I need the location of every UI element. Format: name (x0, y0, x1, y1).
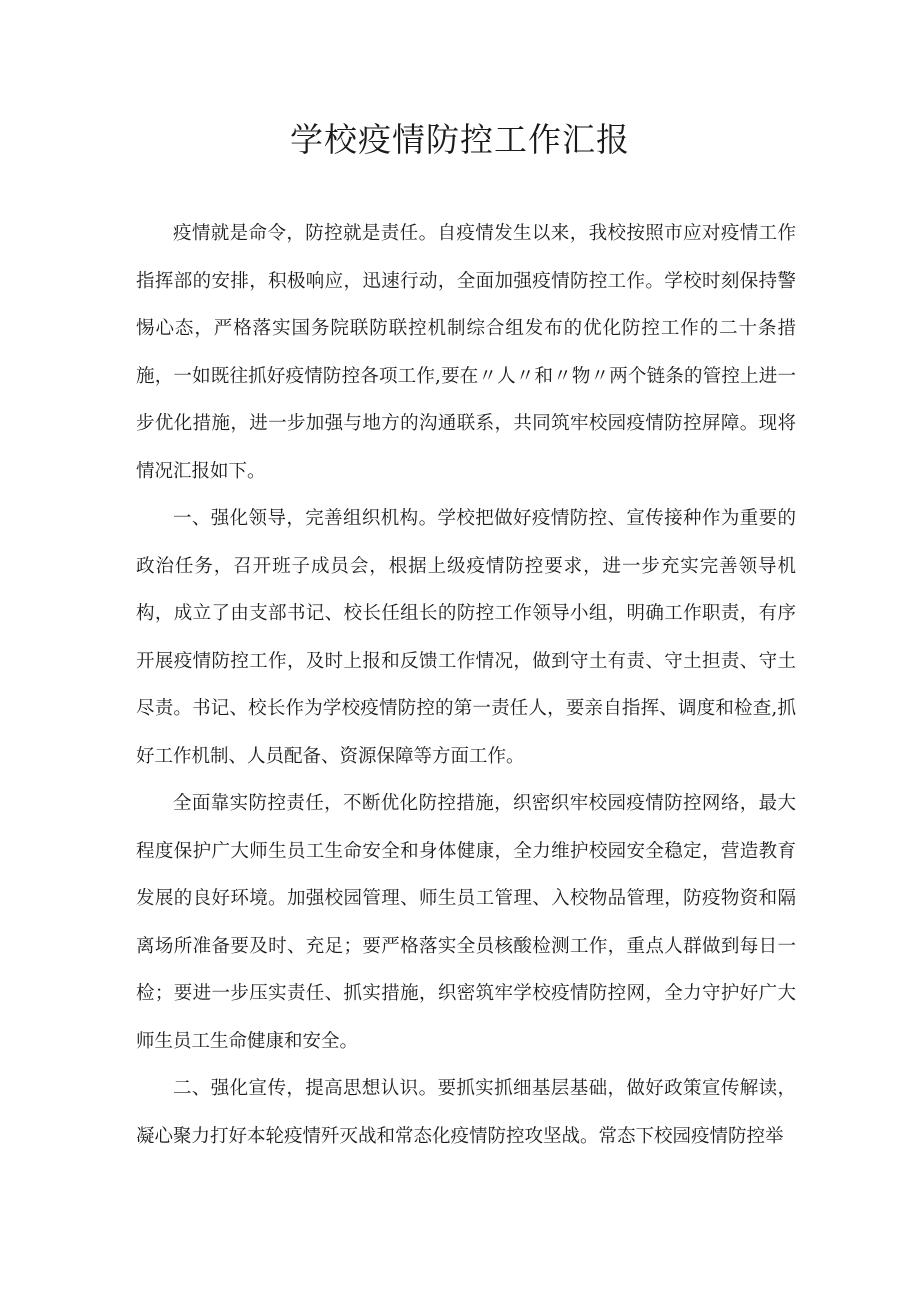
paragraph-intro: 疫情就是命令，防控就是责任。自疫情发生以来，我校按照市应对疫情工作指挥部的安排，积极响应，迅速行动，全面加强疫情防控工作。学校时刻保持警惕心态，严格落实国务院联防联控机制综合组发布的优化防控工作的二十条措施，一如既往抓好疫情防控各项工作,要在〃人〃和〃物〃两个链条的管控上进一步优化措施，进一步加强与地方的沟通联系，共同筑牢校园疫情防控屏障。现将情况汇报如下。 (136, 223, 796, 482)
paragraph-section-2: 二、强化宣传，提高思想认识。要抓实抓细基层基础，做好政策宣传解读，凝心聚力打好本轮疫情歼灭战和常态化疫情防控攻坚战。常态下校园疫情防控举 (136, 1078, 796, 1147)
paragraph-section-1: 一、强化领导，完善组织机构。学校把做好疫情防控、宣传接种作为重要的政治任务，召开班子成员会，根据上级疫情防控要求，进一步充实完善领导机构，成立了由支部书记、校长任组长的防控工作领导小组，明确工作职责，有序开展疫情防控工作，及时上报和反馈工作情况，做到守土有责、守土担责、守土尽责。书记、校长作为学校疫情防控的第一责任人，要亲自指挥、调度和检查,抓好工作机制、人员配备、资源保障等方面工作。 (136, 508, 796, 767)
document-title: 学校疫情防控工作汇报 (290, 120, 630, 159)
paragraph-responsibility: 全面靠实防控责任，不断优化防控措施，织密织牢校园疫情防控网络，最大程度保护广大师生员工生命安全和身体健康，全力维护校园安全稳定，营造教育发展的良好环境。加强校园管理、师生员工管理、入校物品管理，防疫物资和隔离场所准备要及时、充足；要严格落实全员核酸检测工作，重点人群做到每日一检；要进一步压实责任、抓实措施，织密筑牢学校疫情防控网，全力守护好广大师生员工生命健康和安全。 (136, 793, 796, 1052)
document-body (136, 210, 796, 1160)
